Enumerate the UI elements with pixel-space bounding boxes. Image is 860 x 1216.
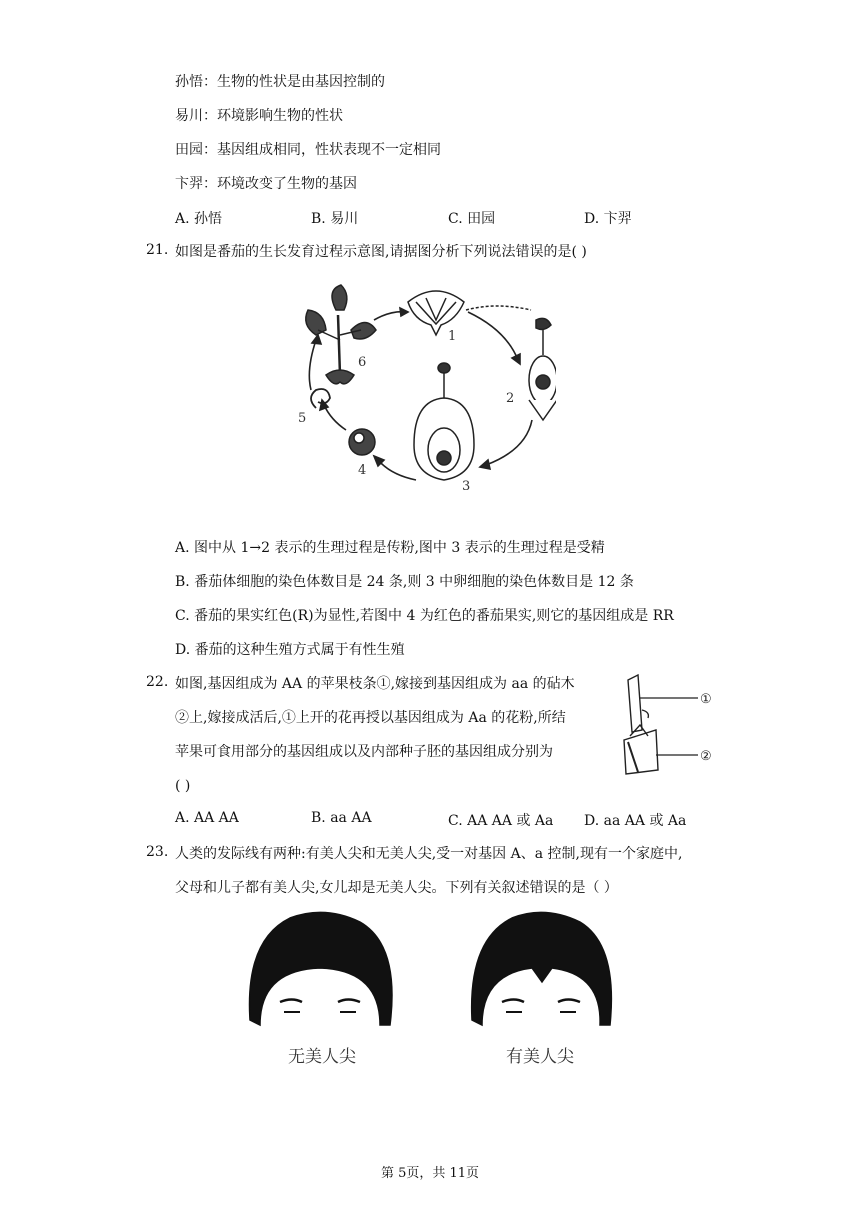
rootstock: [624, 730, 658, 774]
q21-option-d[interactable]: D. 番茄的这种生殖方式属于有性生殖: [175, 642, 405, 658]
ovary-illustration: [414, 363, 474, 480]
face-no-widows-peak: [250, 912, 393, 1025]
q20-statement-2: 易川：环境影响生物的性状: [175, 108, 343, 124]
q22-option-a[interactable]: A. AA AA: [175, 810, 239, 826]
q22-stem-line-1: 如图,基因组成为 AA 的苹果枝条①,嫁接到基因组成为 aa 的砧木: [175, 676, 575, 692]
arrow-4-to-5: [324, 405, 346, 430]
tomato-lifecycle-figure: [296, 280, 556, 495]
q21-option-b[interactable]: B. 番茄体细胞的染色体数目是 24 条,则 3 中卵细胞的染色体数目是 12 条: [175, 574, 634, 590]
q21-option-a[interactable]: A. 图中从 1→2 表示的生理过程是传粉,图中 3 表示的生理过程是受精: [175, 540, 605, 556]
fruit-illustration: [349, 429, 375, 455]
q23-stem-line-1: 人类的发际线有两种:有美人尖和无美人尖,受一对基因 A、a 控制,现有一个家庭中,: [175, 846, 683, 862]
q20-statement-4: 卞羿：环境改变了生物的基因: [175, 176, 357, 192]
fig22-label-rootstock: ②: [700, 749, 712, 764]
caption-widows-peak: 有美人尖: [506, 1047, 574, 1067]
q20-statement-1: 孙悟：生物的性状是由基因控制的: [175, 74, 385, 90]
hairline-figure: [240, 900, 620, 1080]
page-footer: 第 5页，共 11页: [380, 1166, 480, 1181]
arrow-5-to-6: [309, 340, 316, 390]
q22-number: 22.: [146, 674, 169, 690]
arrow-2-to-3: [486, 420, 532, 465]
fig21-label-5: 5: [298, 411, 307, 426]
q22-stem-line-3: 苹果可食用部分的基因组成以及内部种子胚的基因组成分别为: [175, 744, 553, 760]
face-widows-peak: [472, 912, 612, 1025]
q20-option-d[interactable]: D. 卞羿: [584, 211, 632, 227]
q21-stem: 如图是番茄的生长发育过程示意图,请据图分析下列说法错误的是( ): [175, 244, 587, 260]
fig21-label-6: 6: [358, 355, 367, 370]
q20-option-c[interactable]: C. 田园: [448, 211, 496, 227]
scion-branch: [628, 675, 642, 732]
arrow-3-to-4: [378, 460, 416, 480]
caption-no-widows-peak: 无美人尖: [288, 1047, 356, 1067]
fig21-label-2: 2: [506, 391, 515, 406]
q23-stem-line-2: 父母和儿子都有美人尖,女儿却是无美人尖。下列有关叙述错误的是（ ）: [175, 880, 618, 896]
q20-option-a[interactable]: A. 孙悟: [175, 211, 223, 227]
q22-option-c[interactable]: C. AA AA 或 Aa: [448, 813, 554, 829]
q20-statement-3: 田园：基因组成相同，性状表现不一定相同: [175, 142, 441, 158]
q21-option-c[interactable]: C. 番茄的果实红色(R)为显性,若图中 4 为红色的番茄果实,则它的基因组成是 RR: [175, 608, 674, 624]
grafting-figure: [618, 670, 718, 780]
q23-number: 23.: [146, 844, 169, 860]
q20-options: [175, 208, 775, 228]
fig21-label-1: 1: [448, 329, 457, 344]
q22-options: [175, 810, 775, 830]
q21-number: 21.: [146, 242, 169, 258]
q22-option-b[interactable]: B. aa AA: [311, 810, 372, 826]
q20-option-b[interactable]: B. 易川: [311, 211, 359, 227]
fig21-label-4: 4: [358, 463, 367, 478]
q22-stem-line-2: ②上,嫁接成活后,①上开的花再授以基因组成为 Aa 的花粉,所结: [175, 710, 566, 726]
arrow-1-to-2: [468, 312, 518, 360]
fig22-label-scion: ①: [700, 692, 712, 707]
fig21-label-3: 3: [462, 479, 471, 494]
q22-stem-line-4: ( ): [175, 778, 191, 794]
q22-option-d[interactable]: D. aa AA 或 Aa: [584, 813, 687, 829]
